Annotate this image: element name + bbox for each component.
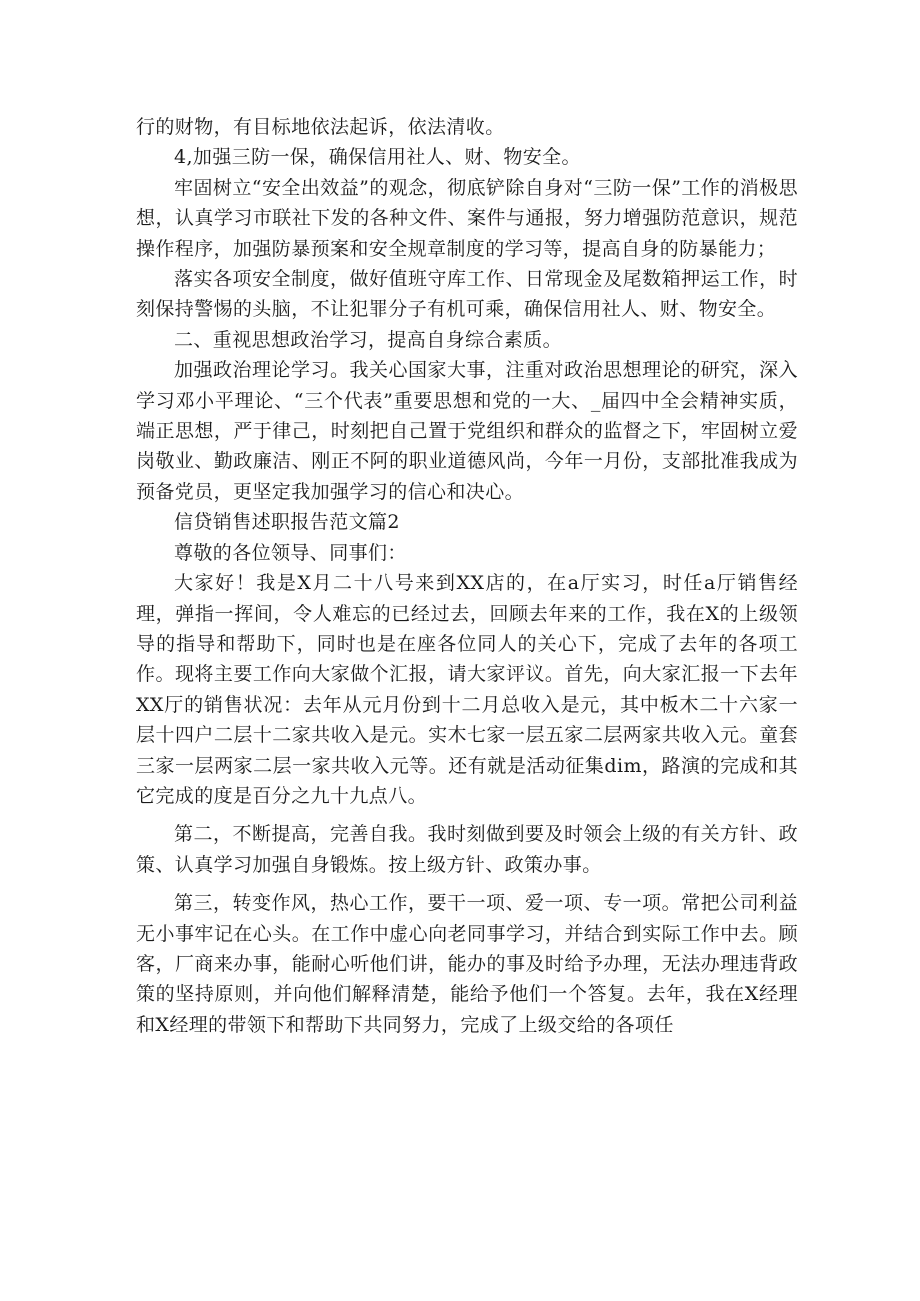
paragraph-9: 大家好！我是X月二十八号来到XX店的，在a厅实习，时任a厅销售经理，弹指一挥间，令人难忘的已经过去，回顾去年来的工作，我在X的上级领导的指导和帮助下，同时也是在座各位同人的关心下，完成了去年的各项工作。现将主要工作向大家做个汇报，请大家评议。首先，向大家汇报一下去年XX厅的销售状况：去年从元月份到十二月总收入是元，其中板木二十六家一层十四户二层十二家共收入是元。实木七家一层五家二层两家共收入元。童套三家一层两家二层一家共收入元等。还有就是活动征集dim，路演的完成和其它完成的度是百分之九十九点八。 [136, 572, 798, 807]
paragraph-4: 落实各项安全制度，做好值班守库工作、日常现金及尾数箱押运工作，时刻保持警惕的头脑，不让犯罪分子有机可乘，确保信用社人、财、物安全。 [136, 268, 798, 321]
salutation: 尊敬的各位领导、同事们： [174, 541, 407, 564]
paragraph-11: 第三，转变作风，热心工作，要干一项、爱一项、专一项。常把公司利益无小事牢记在心头。在工作中虚心向老同事学习，并结合到实际工作中去。顾客，厂商来办事，能耐心听他们讲，能办的事及时给予办理，无法办理违背政策的坚持原则，并向他们解释清楚，能给予他们一个答复。去年，我在X经理和X经理的带领下和帮助下共同努力，完成了上级交给的各项任 [136, 892, 798, 1036]
paragraph-1: 行的财物，有目标地依法起诉，依法清收。 [136, 116, 505, 138]
paragraph-2: 4,加强三防一保，确保信用社人、财、物安全。 [174, 146, 581, 169]
paragraph-3: 牢固树立“安全出效益”的观念，彻底铲除自身对“三防一保”工作的消极思想，认真学习市联社下发的各种文件、案件与通报，努力增强防范意识，规范操作程序，加强防暴预案和安全规章制度的学习等，提高自身的防暴能力； [136, 176, 798, 260]
paragraph-10: 第二，不断提高，完善自我。我时刻做到要及时领会上级的有关方针、政策、认真学习加强自身锻炼。按上级方针、政策办事。 [136, 823, 798, 876]
section-heading-2: 二、重视思想政治学习，提高自身综合素质。 [174, 328, 563, 351]
article-title: 信贷销售述职报告范文篇2 [174, 511, 400, 534]
document-body [136, 112, 798, 1040]
paragraph-6: 加强政治理论学习。我关心国家大事，注重对政治思想理论的研究，深入学习邓小平理论、“三个代表”重要思想和党的一大、_届四中全会精神实质，端正思想，严于律己，时刻把自己置于党组织和群众的监督之下，牢固树立爱岗敬业、勤政廉洁、刚正不阿的职业道德风尚，今年一月份，支部批准我成为预备党员，更坚定我加强学习的信心和决心。 [136, 359, 798, 503]
